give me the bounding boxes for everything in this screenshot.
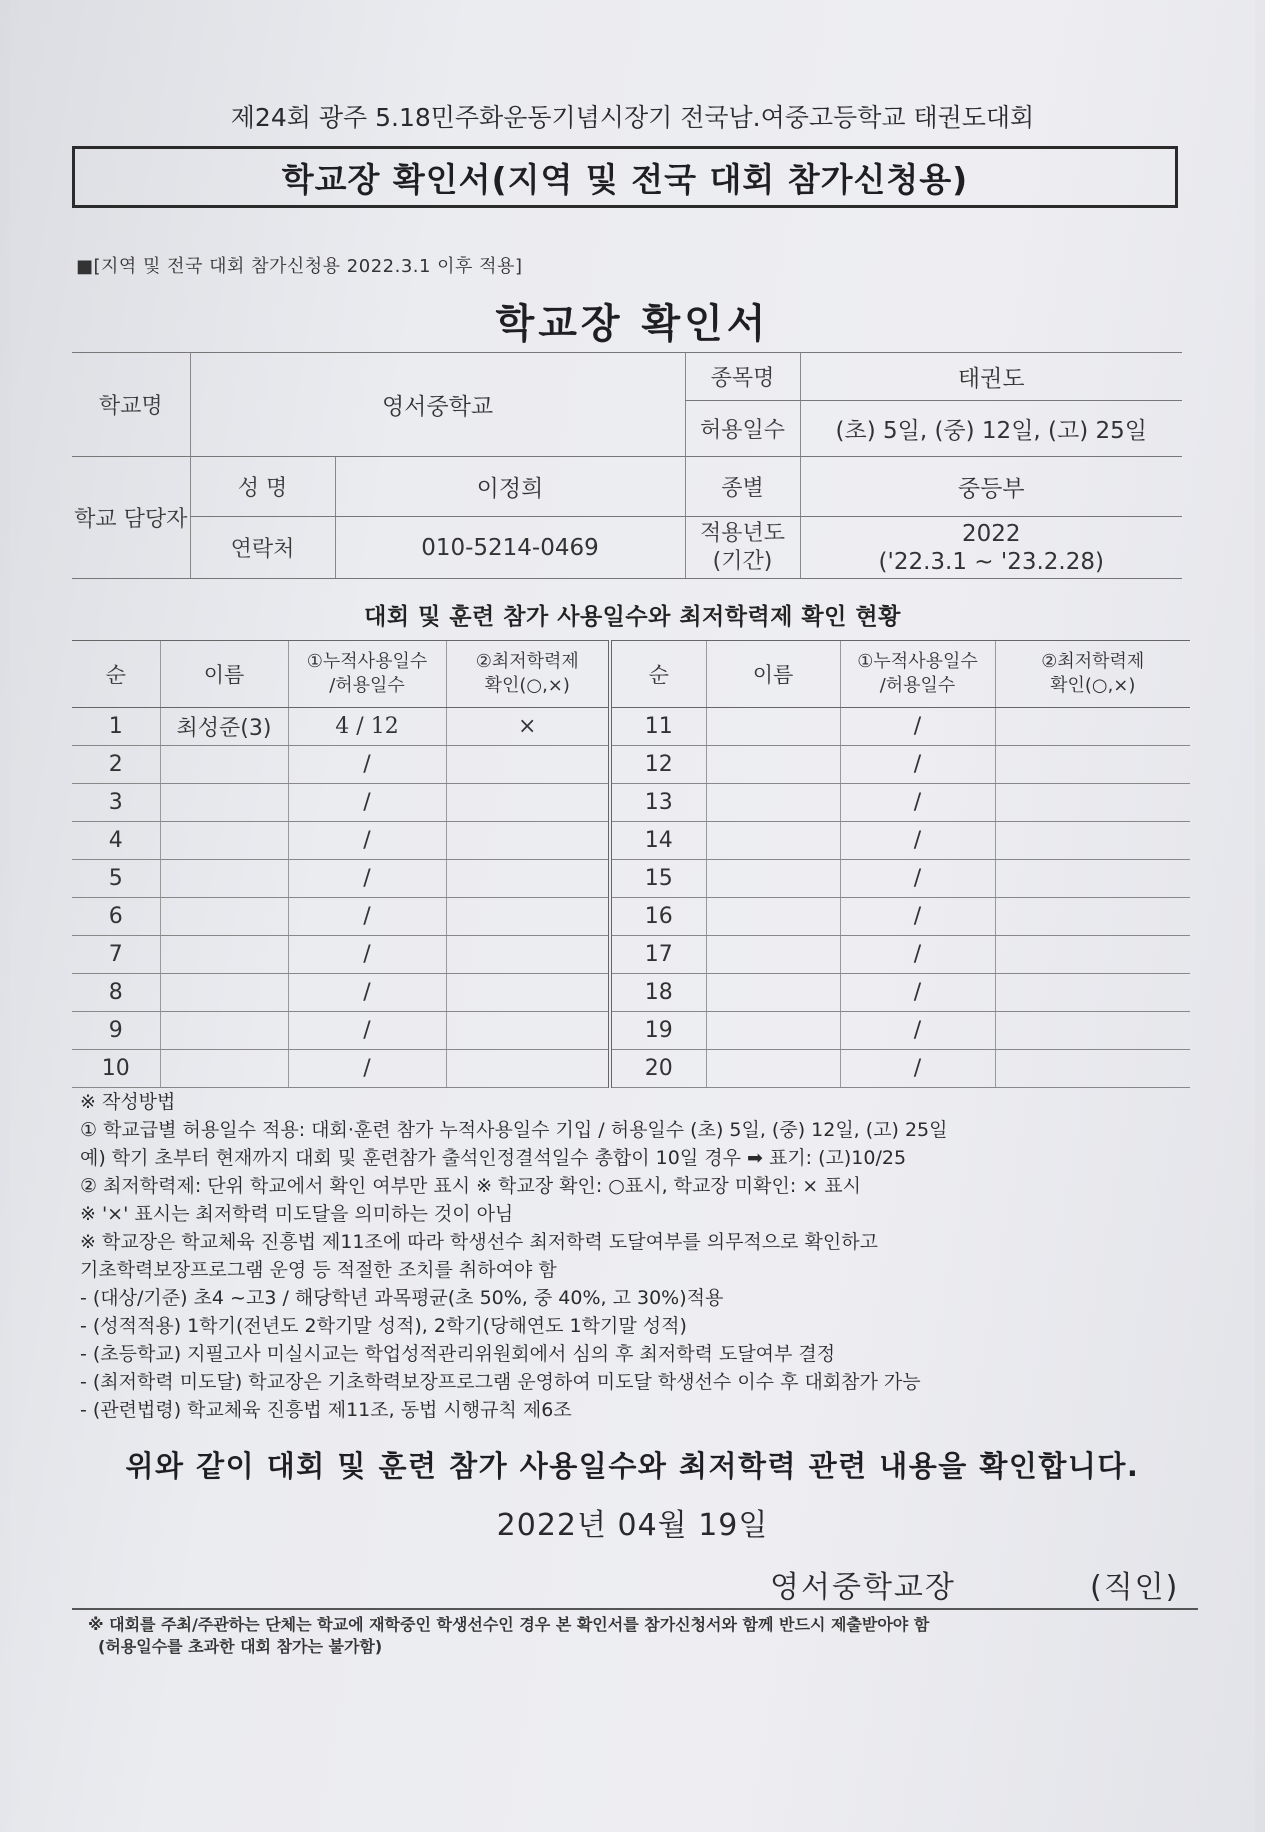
- row-no: 7: [72, 936, 160, 974]
- row-name: [160, 784, 288, 822]
- row-days: /: [840, 936, 995, 974]
- row-name: [706, 1012, 840, 1050]
- row-min: [446, 784, 610, 822]
- row-no: 20: [610, 1050, 706, 1088]
- status-title: 대회 및 훈련 참가 사용일수와 최저학력제 확인 현황: [364, 604, 901, 630]
- row-min: [995, 936, 1190, 974]
- table-row: [72, 746, 1190, 784]
- row-no: 8: [72, 974, 160, 1012]
- row-min: [446, 974, 610, 1012]
- row-no: 11: [610, 708, 706, 746]
- row-no: 16: [610, 898, 706, 936]
- col-days-left-line2: /허용일수: [329, 675, 405, 696]
- row-min: [995, 708, 1190, 746]
- instruction-line: 기초학력보장프로그램 운영 등 적절한 조치를 취하여야 함: [80, 1259, 557, 1281]
- allowed-days-label: 허용일수: [685, 401, 800, 457]
- col-min-left-line1: ②최저학력제: [475, 650, 579, 672]
- contact-label: 연락처: [190, 517, 335, 579]
- footnote: [88, 1614, 1198, 1658]
- row-days: /: [840, 708, 995, 746]
- row-name: [160, 898, 288, 936]
- col-days-left: [288, 641, 446, 708]
- row-days: /: [288, 822, 446, 860]
- official-seal-label: (직인): [1090, 1570, 1180, 1605]
- row-min: [995, 1050, 1190, 1088]
- row-days: /: [288, 746, 446, 784]
- instruction-line: ※ '×' 표시는 최저학력 미도달을 의미하는 것이 아님: [80, 1203, 514, 1225]
- sport-label: 종목명: [685, 353, 800, 401]
- row-name: [706, 936, 840, 974]
- sport-value: 태권도: [800, 353, 1182, 401]
- main-title: 학교장 확인서: [495, 301, 770, 347]
- row-no: 13: [610, 784, 706, 822]
- year-label: 적용년도 (기간): [685, 517, 800, 579]
- table-row: [72, 784, 1190, 822]
- instruction-line: ① 학교급별 허용일수 적용: 대회·훈련 참가 누적사용일수 기입 / 허용일수 (초) 5일, (중) 12일, (고) 25일: [80, 1119, 948, 1141]
- year-text: 2022: [961, 520, 1021, 547]
- table-row: [72, 822, 1190, 860]
- instruction-line: - (초등학교) 지필고사 미실시교는 학업성적관리위원회에서 심의 후 최저학력 도달여부 결정: [80, 1343, 836, 1365]
- row-min: [995, 860, 1190, 898]
- row-no: 9: [72, 1012, 160, 1050]
- row-days: /: [288, 974, 446, 1012]
- division-value: 중등부: [800, 457, 1182, 517]
- row-name: [706, 822, 840, 860]
- row-no: 2: [72, 746, 160, 784]
- row-name: [706, 746, 840, 784]
- col-name-left: 이름: [160, 641, 288, 708]
- confirmation-statement: 위와 같이 대회 및 훈련 참가 사용일수와 최저학력 관련 내용을 확인합니다.: [125, 1449, 1140, 1483]
- row-min: [995, 898, 1190, 936]
- instructions-heading: ※ 작성방법: [80, 1091, 176, 1113]
- school-name-label: 학교명: [72, 353, 190, 457]
- row-min: [995, 784, 1190, 822]
- row-no: 18: [610, 974, 706, 1012]
- row-days: /: [288, 784, 446, 822]
- row-no: 6: [72, 898, 160, 936]
- roster-table: [72, 640, 1190, 1088]
- row-min: [446, 860, 610, 898]
- col-days-right-line1: ①누적사용일수: [857, 650, 978, 672]
- school-name-value: 영서중학교: [190, 353, 685, 457]
- division-label: 종별: [685, 457, 800, 517]
- footer-divider: [72, 1608, 1198, 1610]
- row-name: [706, 898, 840, 936]
- col-days-right-line2: /허용일수: [879, 675, 956, 696]
- table-row: [72, 708, 1190, 746]
- writing-instructions: [80, 1088, 1200, 1424]
- row-min: [446, 1050, 610, 1088]
- footnote-line-2: (허용일수를 초과한 대회 참가는 불가함): [98, 1637, 383, 1656]
- row-days: /: [840, 784, 995, 822]
- row-days: /: [840, 822, 995, 860]
- col-min-right: [995, 641, 1190, 708]
- row-name: [706, 1050, 840, 1088]
- instruction-line: ※ 학교장은 학교체육 진흥법 제11조에 따라 학생선수 최저학력 도달여부를 의무적으로 확인하고: [80, 1231, 878, 1253]
- allowed-days-value: (초) 5일, (중) 12일, (고) 25일: [800, 401, 1182, 457]
- row-days: /: [288, 1050, 446, 1088]
- row-no: 10: [72, 1050, 160, 1088]
- row-name: [160, 1050, 288, 1088]
- row-no: 3: [72, 784, 160, 822]
- row-days: /: [840, 746, 995, 784]
- row-min: [446, 822, 610, 860]
- row-name: [160, 860, 288, 898]
- row-days: /: [840, 1012, 995, 1050]
- row-name: [160, 822, 288, 860]
- row-name: [706, 860, 840, 898]
- row-days: /: [840, 1050, 995, 1088]
- row-days: /: [288, 898, 446, 936]
- col-min-right-line2: 확인(○,×): [1050, 675, 1136, 696]
- instruction-line: - (최저학력 미도달) 학교장은 기초학력보장프로그램 운영하여 미도달 학생선수 이수 후 대회참가 가능: [80, 1371, 921, 1393]
- apply-note: ■[지역 및 전국 대회 참가신청용 2022.3.1 이후 적용]: [76, 256, 523, 277]
- row-days: /: [840, 898, 995, 936]
- row-days: 4 / 12: [288, 708, 446, 746]
- col-no-left: 순: [72, 641, 160, 708]
- row-name: [706, 974, 840, 1012]
- row-days: /: [288, 860, 446, 898]
- col-no-right: 순: [610, 641, 706, 708]
- row-min: [446, 898, 610, 936]
- instruction-line: - (관련법령) 학교체육 진흥법 제11조, 동법 시행규칙 제6조: [80, 1399, 572, 1421]
- row-min: [446, 746, 610, 784]
- row-min: [995, 974, 1190, 1012]
- row-no: 4: [72, 822, 160, 860]
- instruction-line: - (성적적용) 1학기(전년도 2학기말 성적), 2학기(당해연도 1학기말 성적): [80, 1315, 687, 1337]
- row-name: [160, 1012, 288, 1050]
- event-title: 제24회 광주 5.18민주화운동기념시장기 전국남.여중고등학교 태권도대회: [230, 103, 1035, 132]
- footnote-line-1: ※ 대회를 주최/주관하는 단체는 학교에 재학중인 학생선수인 경우 본 확인서를 참가신청서와 함께 반드시 제출받아야 함: [88, 1615, 930, 1634]
- row-name: [706, 708, 840, 746]
- year-value: [800, 517, 1182, 579]
- row-min: [446, 936, 610, 974]
- instruction-line: - (대상/기준) 초4 ~고3 / 해당학년 과목평균(초 50%, 중 40%, 고 30%)적용: [80, 1287, 724, 1309]
- row-no: 1: [72, 708, 160, 746]
- row-days: /: [288, 1012, 446, 1050]
- manager-label: 학교 담당자: [72, 457, 190, 579]
- col-name-right: 이름: [706, 641, 840, 708]
- contact-value: 010-5214-0469: [335, 517, 685, 579]
- row-min: [995, 1012, 1190, 1050]
- row-name: [160, 746, 288, 784]
- school-info-table: [72, 352, 1182, 579]
- row-min: [995, 746, 1190, 784]
- row-min: ×: [446, 708, 610, 746]
- instruction-line: ② 최저학력제: 단위 학교에서 확인 여부만 표시 ※ 학교장 확인: ○표시, 학교장 미확인: × 표시: [80, 1175, 861, 1197]
- manager-name-value: 이정희: [335, 457, 685, 517]
- table-row: [72, 860, 1190, 898]
- row-name: [160, 974, 288, 1012]
- table-row: [72, 1050, 1190, 1088]
- row-min: [995, 822, 1190, 860]
- col-days-left-line1: ①누적사용일수: [306, 650, 428, 672]
- col-min-left-line2: 확인(○,×): [484, 675, 570, 696]
- row-no: 5: [72, 860, 160, 898]
- row-no: 12: [610, 746, 706, 784]
- row-no: 15: [610, 860, 706, 898]
- row-days: /: [288, 936, 446, 974]
- principal-signature: 영서중학교장: [770, 1570, 956, 1605]
- row-name: [160, 936, 288, 974]
- col-min-left: [446, 641, 610, 708]
- col-min-right-line1: ②최저학력제: [1041, 650, 1145, 672]
- row-name: [706, 784, 840, 822]
- row-name: 최성준(3): [160, 708, 288, 746]
- instruction-line: 예) 학기 초부터 현재까지 대회 및 훈련참가 출석인정결석일수 총합이 10일 경우 ➡ 표기: (고)10/25: [80, 1147, 907, 1169]
- table-row: [72, 936, 1190, 974]
- table-row: [72, 1012, 1190, 1050]
- row-no: 19: [610, 1012, 706, 1050]
- boxed-form-title: 학교장 확인서(지역 및 전국 대회 참가신청용): [72, 146, 1178, 208]
- row-no: 17: [610, 936, 706, 974]
- table-row: [72, 898, 1190, 936]
- row-no: 14: [610, 822, 706, 860]
- manager-name-label: 성 명: [190, 457, 335, 517]
- row-min: [446, 1012, 610, 1050]
- table-row: [72, 974, 1190, 1012]
- row-days: /: [840, 974, 995, 1012]
- period-text: ('22.3.1 ~ '23.2.28): [878, 548, 1104, 575]
- issue-date: 2022년 04월 19일: [496, 1508, 769, 1543]
- col-days-right: [840, 641, 995, 708]
- row-days: /: [840, 860, 995, 898]
